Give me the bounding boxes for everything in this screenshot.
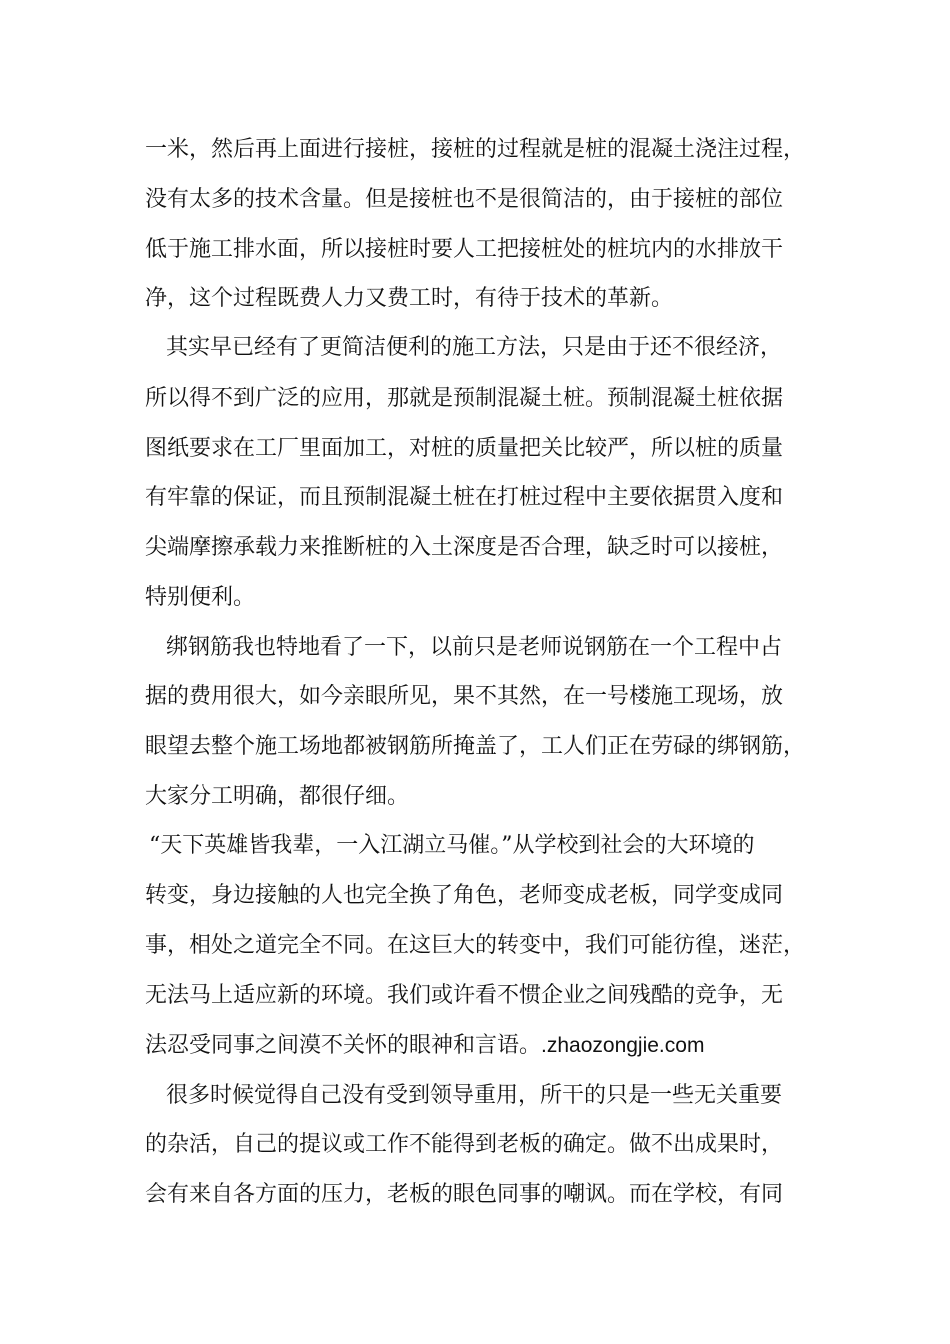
text-line: 尖端摩擦承载力来推断桩的入土深度是否合理，缺乏时可以接桩， <box>145 535 784 560</box>
paragraph-start-line: 其实早已经有了更简洁便利的施工方法，只是由于还不很经济， <box>166 335 783 360</box>
paragraph-start-line: 很多时候觉得自己没有受到领导重用，所干的只是一些无关重要 <box>166 1083 783 1108</box>
text-line: 所以得不到广泛的应用，那就是预制混凝土桩。预制混凝土桩依据 <box>145 386 784 411</box>
text-line: 一米，然后再上面进行接桩，接桩的过程就是桩的混凝土浇注过程， <box>145 137 806 162</box>
text-line: 的杂活，自己的提议或工作不能得到老板的确定。做不出成果时， <box>145 1132 784 1157</box>
text-line: 图纸要求在工厂里面加工，对桩的质量把关比较严，所以桩的质量 <box>145 436 784 461</box>
text-line: 有牢靠的保证，而且预制混凝土桩在打桩过程中主要依据贯入度和 <box>145 485 784 510</box>
quote-line: “天下英雄皆我辈，一入江湖立马催。”从学校到社会的大环境的 <box>149 833 755 858</box>
text-line: 据的费用很大，如今亲眼所见，果不其然，在一号楼施工现场，放 <box>145 684 784 709</box>
text-line: 眼望去整个施工场地都被钢筋所掩盖了，工人们正在劳碌的绑钢筋， <box>145 734 806 759</box>
watermark-url: .zhaozongjie.com <box>541 1034 705 1057</box>
text-line: 无法马上适应新的环境。我们或许看不惯企业之间残酷的竞争，无 <box>145 983 784 1008</box>
text-line: 净，这个过程既费人力又费工时，有待于技术的革新。 <box>145 286 674 311</box>
text-segment: 法忍受同事之间漠不关怀的眼神和言语。 <box>145 1033 542 1058</box>
text-line: 大家分工明确，都很仔细。 <box>145 784 410 809</box>
text-line: 没有太多的技术含量。但是接桩也不是很简洁的，由于接桩的部位 <box>145 187 784 212</box>
text-line <box>145 1030 835 1062</box>
paragraph-start-line: 绑钢筋我也特地看了一下，以前只是老师说钢筋在一个工程中占 <box>166 635 783 660</box>
text-line: 低于施工排水面，所以接桩时要人工把接桩处的桩坑内的水排放干 <box>145 237 784 262</box>
text-line: 转变，身边接触的人也完全换了角色，老师变成老板，同学变成同 <box>145 883 784 908</box>
text-line: 事，相处之道完全不同。在这巨大的转变中，我们可能彷徨，迷茫， <box>145 933 806 958</box>
text-line: 会有来自各方面的压力，老板的眼色同事的嘲讽。而在学校，有同 <box>145 1182 784 1207</box>
text-line: 特别便利。 <box>145 585 256 610</box>
